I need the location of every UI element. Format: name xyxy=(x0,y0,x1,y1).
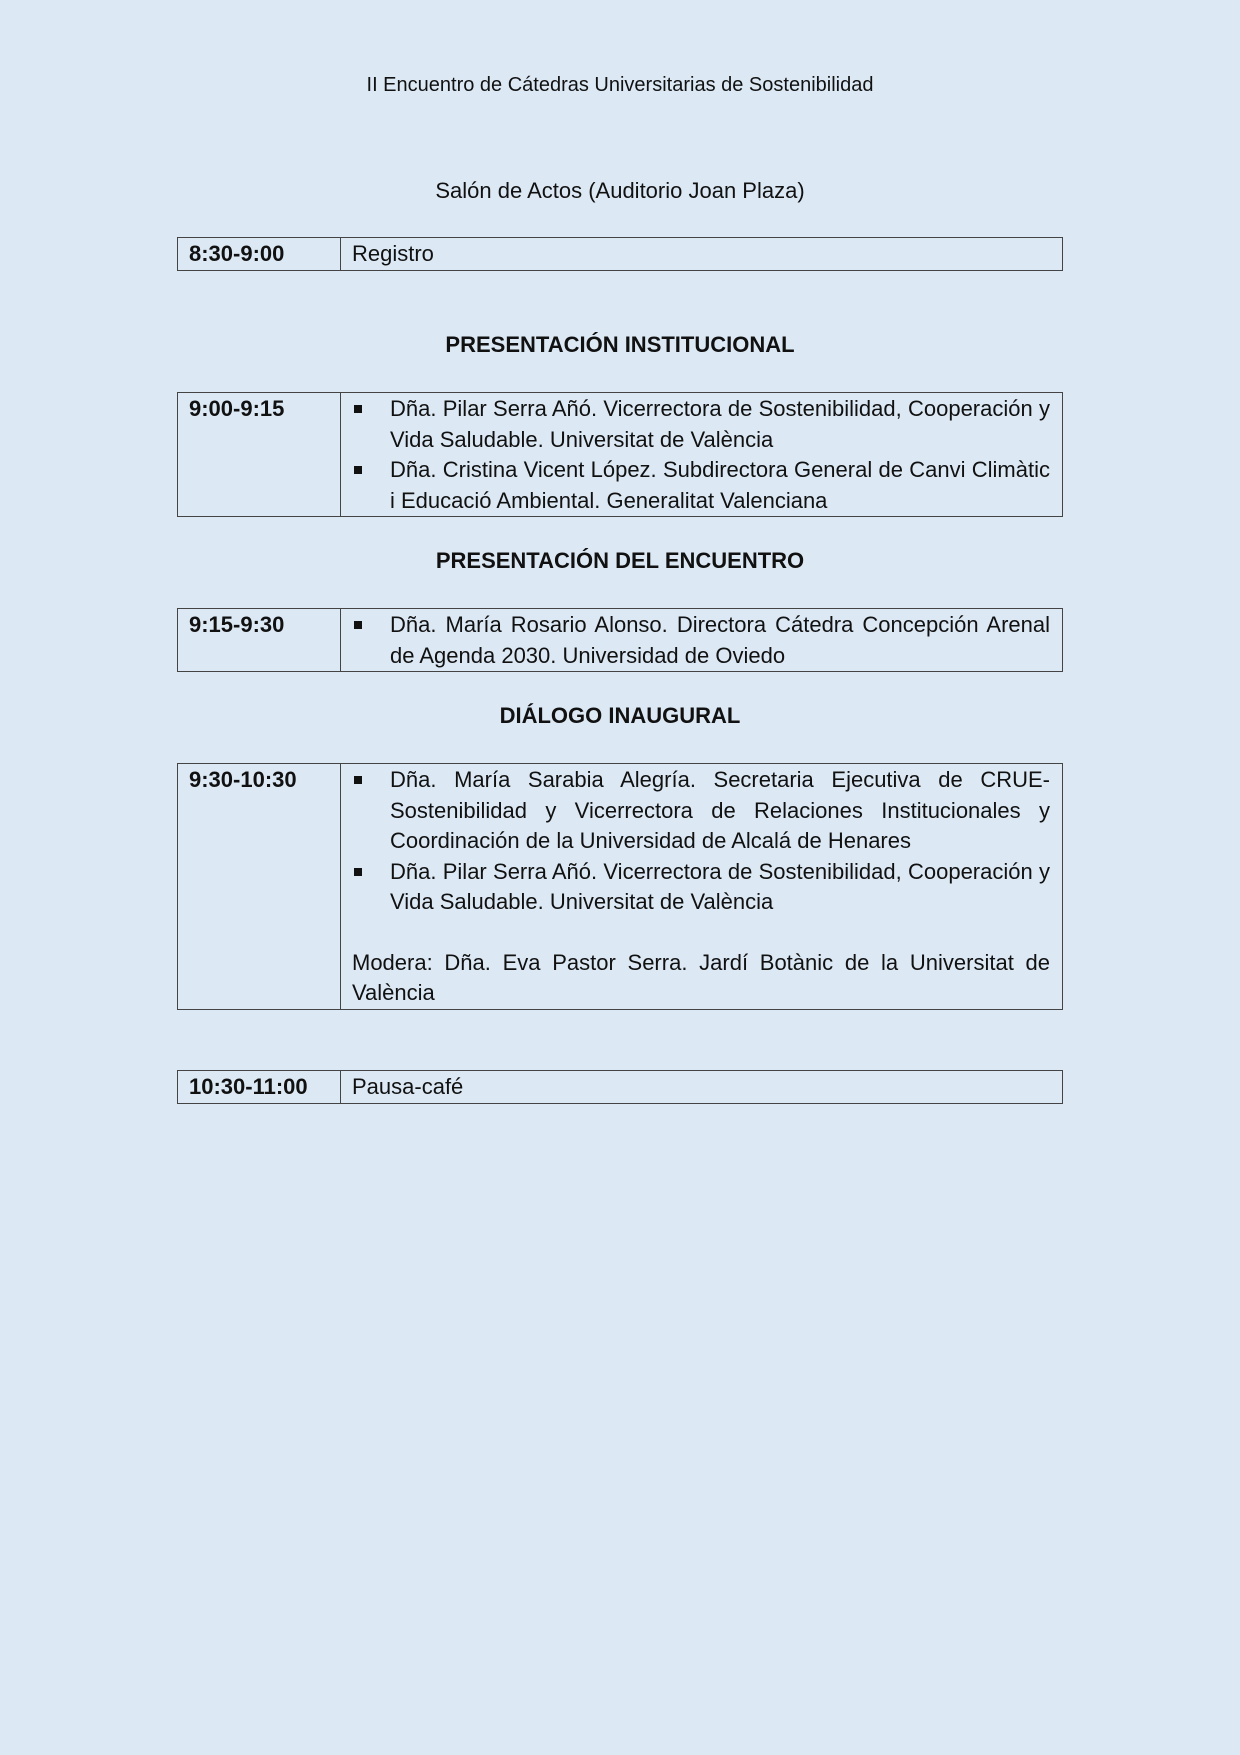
speaker-text: Dña. Pilar Serra Añó. Vicerrectora de Sostenibilidad, Cooperación y Vida Saludable. Universitat de València xyxy=(390,858,1050,914)
slot-time: 9:00-9:15 xyxy=(178,393,341,517)
speaker-item xyxy=(352,394,1050,455)
schedule-slot-registro xyxy=(177,237,1063,271)
speaker-item xyxy=(352,857,1050,918)
schedule-slot-dialogo xyxy=(177,763,1063,1010)
bullet-icon xyxy=(354,466,362,474)
section-title-dialogo: DIÁLOGO INAUGURAL xyxy=(499,703,741,728)
slot-content xyxy=(341,393,1063,517)
speaker-text: Dña. María Rosario Alonso. Directora Cátedra Concepción Arenal de Agenda 2030. Universidad de Oviedo xyxy=(390,612,1050,668)
schedule-slot-encuentro xyxy=(177,608,1063,672)
section-title-institucional: PRESENTACIÓN INSTITUCIONAL xyxy=(445,332,795,357)
moderator-text: Modera: Dña. Eva Pastor Serra. Jardí Botànic de la Universitat de València xyxy=(352,949,1050,1005)
bullet-icon xyxy=(354,405,362,413)
slot-time: 10:30-11:00 xyxy=(178,1071,341,1104)
slot-time: 8:30-9:00 xyxy=(178,238,341,271)
slot-text: Registro xyxy=(341,238,1063,271)
speaker-item xyxy=(352,455,1050,516)
schedule-slot-pausa xyxy=(177,1070,1063,1104)
bullet-icon xyxy=(354,868,362,876)
document-header: II Encuentro de Cátedras Universitarias de Sostenibilidad xyxy=(366,74,874,96)
slot-content xyxy=(341,764,1063,1010)
speaker-item xyxy=(352,610,1050,671)
speaker-list xyxy=(352,765,1050,918)
speaker-text: Dña. María Sarabia Alegría. Secretaria Ejecutiva de CRUE-Sostenibilidad y Vicerrectora de Relaciones Institucionales y Coordinación de la Universidad de Alcalá de Henares xyxy=(390,767,1050,853)
bullet-icon xyxy=(354,621,362,629)
slot-time: 9:15-9:30 xyxy=(178,609,341,672)
speaker-list xyxy=(352,610,1050,671)
venue-title: Salón de Actos (Auditorio Joan Plaza) xyxy=(435,178,805,203)
schedule-slot-institucional xyxy=(177,392,1063,517)
speaker-list xyxy=(352,394,1050,516)
slot-text: Pausa-café xyxy=(341,1071,1063,1104)
speaker-text: Dña. Pilar Serra Añó. Vicerrectora de Sostenibilidad, Cooperación y Vida Saludable. Universitat de València xyxy=(390,396,1050,452)
bullet-icon xyxy=(354,776,362,784)
speaker-text: Dña. Cristina Vicent López. Subdirectora General de Canvi Climàtic i Educació Ambiental. Generalitat Valenciana xyxy=(390,457,1050,513)
slot-time: 9:30-10:30 xyxy=(178,764,341,1010)
speaker-item xyxy=(352,765,1050,857)
slot-content xyxy=(341,609,1063,672)
section-title-encuentro: PRESENTACIÓN DEL ENCUENTRO xyxy=(435,548,805,573)
